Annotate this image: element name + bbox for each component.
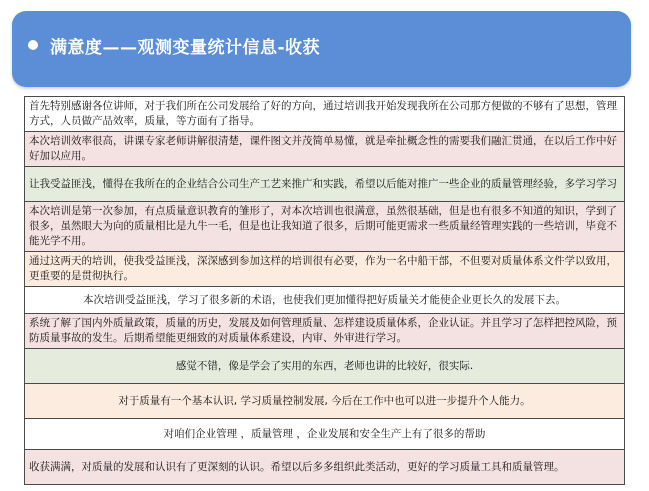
table-row (25, 167, 625, 202)
table-row (25, 287, 625, 314)
table-row (25, 252, 625, 287)
feedback-cell: 系统了解了国内外质量政策，质量的历史，发展及如何管理质量、怎样建设质量体系，企业认证。并且学习了怎样把控风险，预防质量事故的发生。后期希望能更细致的对质量体系建设，内审、外审进行学习。 (25, 314, 625, 349)
table-row (25, 202, 625, 252)
table-row (25, 384, 625, 419)
table-row (25, 132, 625, 167)
table-row (25, 97, 625, 132)
feedback-table (24, 96, 625, 485)
feedback-cell: 收获满满，对质量的发展和认识有了更深刻的认识。希望以后多多组织此类活动，更好的学习质量工具和质量管理。 (25, 450, 625, 485)
title-banner (12, 11, 631, 87)
table-row (25, 419, 625, 450)
table-row (25, 450, 625, 485)
feedback-cell: 感觉不错，像是学会了实用的东西，老师也讲的比较好，很实际. (25, 349, 625, 384)
bullet-icon (28, 40, 38, 50)
feedback-cell: 对咱们企业管理 ，质量管理 ，企业发展和安全生产上有了很多的帮助 (25, 419, 625, 450)
feedback-cell: 本次培训效率很高，讲课专家老师讲解很清楚，课件图文并茂简单易懂，就是牵扯概念性的需要我们融汇贯通，在以后工作中好好加以应用。 (25, 132, 625, 167)
feedback-cell: 通过这两天的培训，使我受益匪浅，深深感到参加这样的培训很有必要，作为一名中船干部，不但要对质量体系文件学以致用，更重要的是贯彻执行。 (25, 252, 625, 287)
table-row (25, 314, 625, 349)
table-row (25, 349, 625, 384)
feedback-cell: 对于质量有一个基本认识, 学习质量控制发展, 今后在工作中也可以进一步提升个人能力。 (25, 384, 625, 419)
feedback-cell: 让我受益匪浅，懂得在我所在的企业结合公司生产工艺来推广和实践，希望以后能对推广一些企业的质量管理经验，多学习学习 (25, 167, 625, 202)
feedback-cell: 本次培训受益匪浅，学习了很多新的术语，也使我们更加懂得把好质量关才能使企业更长久的发展下去。 (25, 287, 625, 314)
page-title: 满意度——观测变量统计信息-收获 (50, 38, 321, 58)
feedback-cell: 本次培训是第一次参加，有点质量意识教育的雏形了，对本次培训也很满意，虽然很基础，但是也有很多不知道的知识，学到了很多，虽然眼大为向的质量相比是九牛一毛，但是也让我知道了很多，后期可能更需求一些质量经管理实践的一些培训，毕竟不能光学不用。 (25, 202, 625, 252)
feedback-cell: 首先特别感谢各位讲师，对于我们所在公司发展给了好的方向，通过培训我开始发现我所在公司那方便做的不够有了思想，管理方式，人员做产品效率，质量，等方面有了指导。 (25, 97, 625, 132)
